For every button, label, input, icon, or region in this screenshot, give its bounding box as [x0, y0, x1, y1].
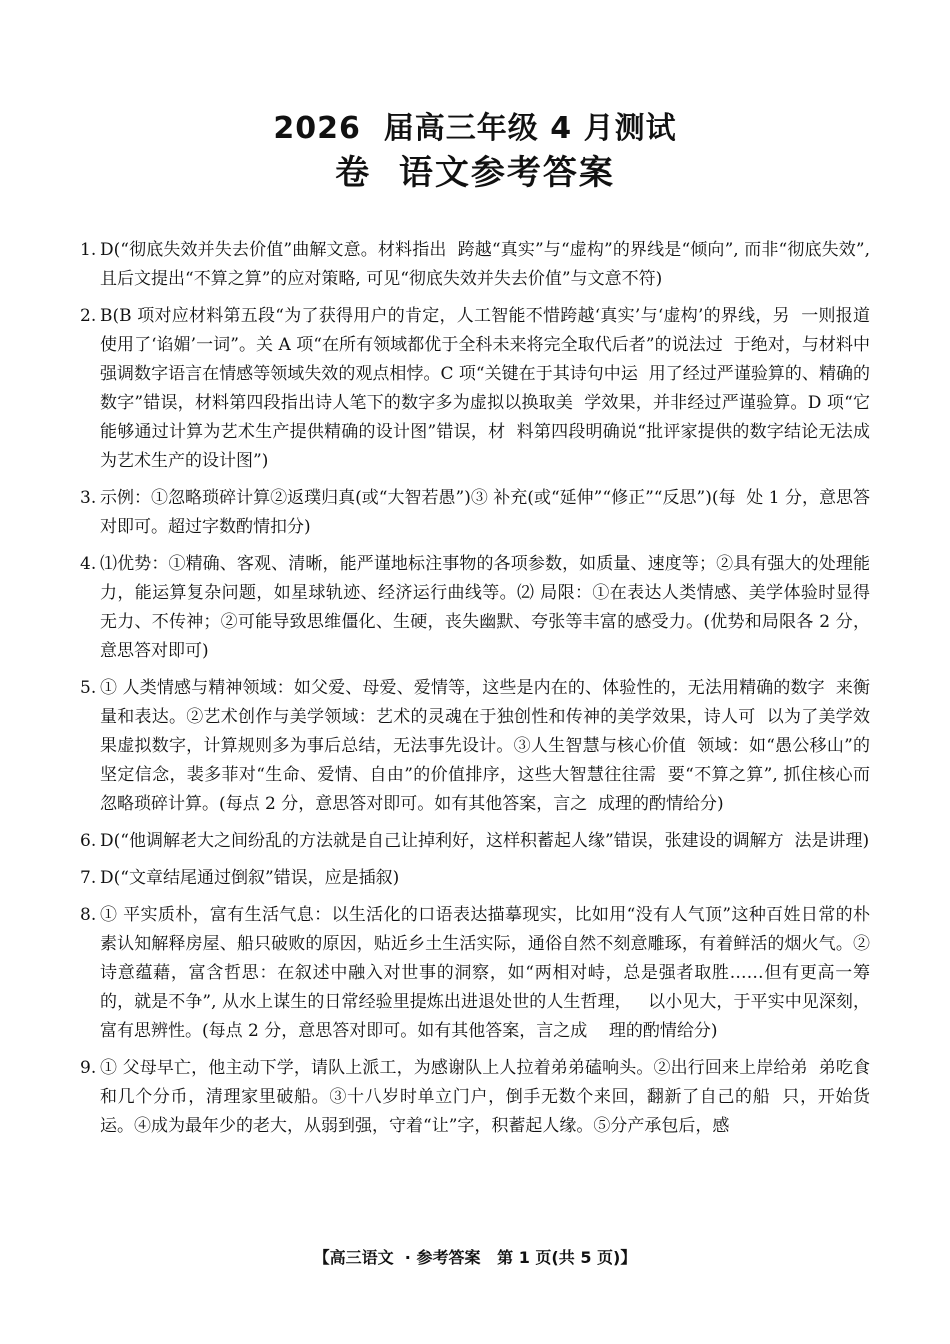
- answer-text: ① 平实质朴，富有生活气息：以生活化的口语表达描摹现实，比如用“没有人气顶”这种百姓日常的朴素认知解释房屋、船只破败的原因，贴近乡土生活实际，通俗自然不刻意雕琢，有着鲜活的烟火气。②诗意蕴藉，富含哲思：在叙述中融入对世事的洞察，如“两相对峙，总是强者取胜……但有更高一筹的，就是不争”, 从水上谋生的日常经验里提炼出进退处世的人生哲理， 以小见大，于平实中见深刻，富有思辨性。(每点 2 分，意思答对即可。如有其他答案，言之成 理的酌情给分): [100, 905, 870, 1041]
- answer-number: 7.: [80, 868, 97, 888]
- answer-item-8: [80, 901, 870, 1046]
- answer-text: 示例：①忽略琐碎计算②返璞归真(或“大智若愚”)③ 补充(或“延伸”“修正”“反思”)(每 处 1 分，意思答对即可。超过字数酌情扣分): [100, 488, 870, 537]
- answer-text: ① 人类情感与精神领域：如父爱、母爱、爱情等，这些是内在的、体验性的，无法用精确的数字 来衡量和表达。②艺术创作与美学领域：艺术的灵魂在于独创性和传神的美学效果，诗人可 以为了美学效果虚拟数字，计算规则多为事后总结，无法事先设计。③人生智慧与核心价值 领域：如“愚公移山”的坚定信念，裴多菲对“生命、爱情、自由”的价值排序，这些大智慧往往需 要“不算之算”, 抓住核心而忽略琐碎计算。(每点 2 分，意思答对即可。如有其他答案，言之 成理的酌情给分): [100, 678, 870, 814]
- answer-item-1: [80, 236, 876, 294]
- answer-text: ⑴优势：①精确、客观、清晰，能严谨地标注事物的各项参数，如质量、速度等；②具有强大的处理能力，能运算复杂问题，如星球轨迹、经济运行曲线等。⑵ 局限：①在表达人类情感、美学体验时显得无力、不传神；②可能导致思维僵化、生硬，丧失幽默、夸张等丰富的感受力。(优势和局限各 2 分，意思答对即可): [100, 554, 870, 661]
- answer-text: D(“他调解老大之间纷乱的方法就是自己让掉利好，这样积蓄起人缘”错误，张建设的调解方 法是讲理): [100, 831, 870, 851]
- answer-number: 3.: [80, 488, 97, 508]
- answer-number: 5.: [80, 678, 97, 698]
- answer-number: 1.: [80, 240, 97, 260]
- answer-number: 4.: [80, 554, 97, 574]
- answer-item-3: [80, 484, 870, 542]
- answer-number: 8.: [80, 905, 97, 925]
- answer-number: 9.: [80, 1058, 97, 1078]
- answer-text: ① 父母早亡，他主动下学，请队上派工，为感谢队上人拉着弟弟磕响头。②出行回来上岸给弟 弟吃食和几个分币，清理家里破船。③十八岁时单立门户，倒手无数个来回，翻新了自己的船 只，开始货运。④成为最年少的老大，从弱到强，守着“让”字，积蓄起人缘。⑤分产承包后，感: [100, 1058, 870, 1136]
- answer-list: [80, 236, 876, 1149]
- answer-item-4: [80, 550, 870, 666]
- page-footer: 【高三语文 · 参考答案 第 1 页(共 5 页)】: [313, 1248, 637, 1267]
- answer-item-5: [80, 674, 870, 819]
- answer-item-2: [80, 302, 870, 476]
- answer-number: 6.: [80, 831, 97, 851]
- page-title: 2026 届高三年级 4 月测试: [273, 111, 677, 146]
- answer-item-7: [80, 864, 870, 893]
- answer-text: D(“彻底失效并失去价值”曲解文意。材料指出 跨越“真实”与“虚构”的界线是“倾向”, 而非“彻底失效”, 且后文提出“不算之算”的应对策略, 可见“彻底失效并失去价值”与文意不符): [100, 240, 876, 289]
- answer-text: D(“文章结尾通过倒叙”错误，应是插叙): [100, 868, 400, 888]
- page-subtitle: 卷 语文参考答案: [335, 153, 615, 193]
- answer-item-9: [80, 1054, 870, 1141]
- answer-item-6: [80, 827, 870, 856]
- answer-text: B(B 项对应材料第五段“为了获得用户的肯定，人工智能不惜跨越‘真实’与‘虚构’的界线，另 一则报道使用了‘谄媚’一词”。关 A 项“在所有领域都优于全科未来将完全取代后者”的说法过 于绝对，与材料中强调数字语言在情感等领域失效的观点相悖。C 项“关键在于其诗句中运 用了经过严谨验算的、精确的数字”错误，材料第四段指出诗人笔下的数字多为虚拟以换取美 学效果，并非经过严谨验算。D 项“它能够通过计算为艺术生产提供精确的设计图”错误，材 料第四段明确说“批评家提供的数字结论无法成为艺术生产的设计图”): [100, 306, 870, 471]
- answer-number: 2.: [80, 306, 97, 326]
